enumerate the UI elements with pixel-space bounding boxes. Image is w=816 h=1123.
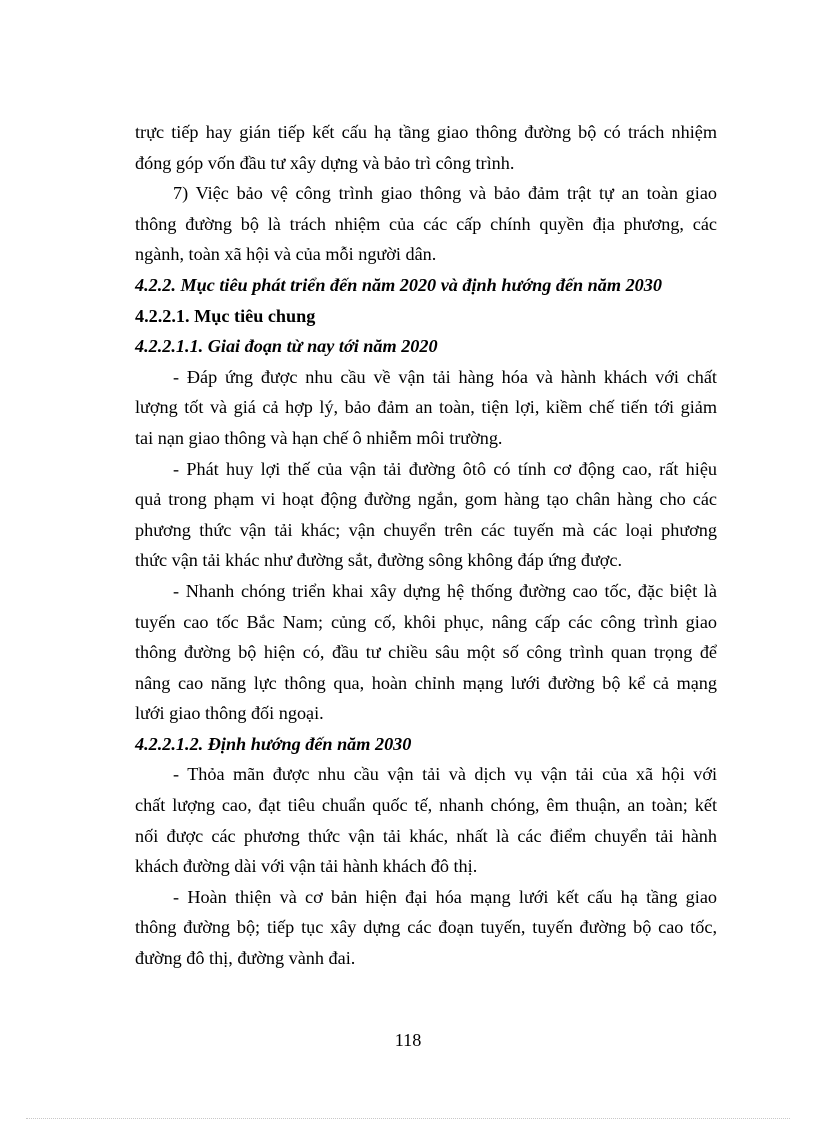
- body-text-line: đường đô thị, đường vành đai.: [135, 948, 356, 969]
- body-text-line: - Hoàn thiện và cơ bản hiện đại hóa mạng lưới kết cấu hạ tầng giao: [173, 886, 717, 907]
- body-text-line: nâng cao năng lực thông qua, hoàn chỉnh mạng lưới đường bộ kể cả mạng: [135, 672, 717, 693]
- section-heading: 4.2.2. Mục tiêu phát triển đến năm 2020 và định hướng đến năm 2030: [135, 274, 662, 295]
- body-text-line: quả trong phạm vi hoạt động đường ngắn, gom hàng tạo chân hàng cho các: [135, 489, 717, 510]
- body-text-line: - Thỏa mãn được nhu cầu vận tải và dịch vụ vận tải của xã hội với: [173, 764, 717, 785]
- document-body: [135, 117, 717, 974]
- body-text-line: tuyến cao tốc Bắc Nam; củng cố, khôi phục, nâng cấp các công trình giao: [135, 611, 717, 632]
- body-text-line: - Đáp ứng được nhu cầu về vận tải hàng hóa và hành khách với chất: [173, 366, 717, 387]
- body-text-line: thông đường bộ hiện có, đầu tư chiều sâu một số công trình quan trọng để: [135, 642, 717, 663]
- body-text-line: thông đường bộ là trách nhiệm của các cấp chính quyền địa phương, các: [135, 213, 717, 234]
- subsection-heading: 4.2.2.1. Mục tiêu chung: [135, 305, 316, 326]
- body-text-line: trực tiếp hay gián tiếp kết cấu hạ tầng giao thông đường bộ có trách nhiệm: [135, 122, 717, 142]
- body-text-line: - Nhanh chóng triển khai xây dựng hệ thống đường cao tốc, đặc biệt là: [173, 580, 717, 601]
- body-text-line: thức vận tải khác như đường sắt, đường sông không đáp ứng được.: [135, 550, 623, 571]
- body-text-line: đóng góp vốn đầu tư xây dựng và bảo trì công trình.: [135, 152, 515, 173]
- body-text-line: lưới giao thông đối ngoại.: [135, 703, 324, 724]
- page-number: 118: [394, 1030, 422, 1050]
- body-text-line: tai nạn giao thông và hạn chế ô nhiễm môi trường.: [135, 427, 503, 448]
- body-text-line: thông đường bộ; tiếp tục xây dựng các đoạn tuyến, tuyến đường bộ cao tốc,: [135, 917, 717, 938]
- body-text-line: khách đường dài với vận tải hành khách đô thị.: [135, 856, 478, 877]
- body-text-line: nối được các phương thức vận tải khác, nhất là các điểm chuyển tải hành: [135, 825, 717, 846]
- body-text-line: phương thức vận tải khác; vận chuyển trên các tuyến mà các loại phương: [135, 519, 717, 540]
- body-text-line: 7) Việc bảo vệ công trình giao thông và bảo đảm trật tự an toàn giao: [173, 183, 717, 204]
- subsubsection-heading: 4.2.2.1.2. Định hướng đến năm 2030: [135, 733, 412, 754]
- body-text-line: ngành, toàn xã hội và của mỗi người dân.: [135, 244, 437, 265]
- subsubsection-heading: 4.2.2.1.1. Giai đoạn từ nay tới năm 2020: [135, 336, 438, 357]
- body-text-line: chất lượng cao, đạt tiêu chuẩn quốc tế, nhanh chóng, êm thuận, an toàn; kết: [135, 795, 717, 816]
- page-bottom-divider: [26, 1118, 790, 1119]
- body-text-line: lượng tốt và giá cả hợp lý, bảo đảm an toàn, tiện lợi, kiềm chế tiến tới giảm: [135, 397, 717, 418]
- body-text-line: - Phát huy lợi thế của vận tải đường ôtô có tính cơ động cao, rất hiệu: [173, 458, 717, 479]
